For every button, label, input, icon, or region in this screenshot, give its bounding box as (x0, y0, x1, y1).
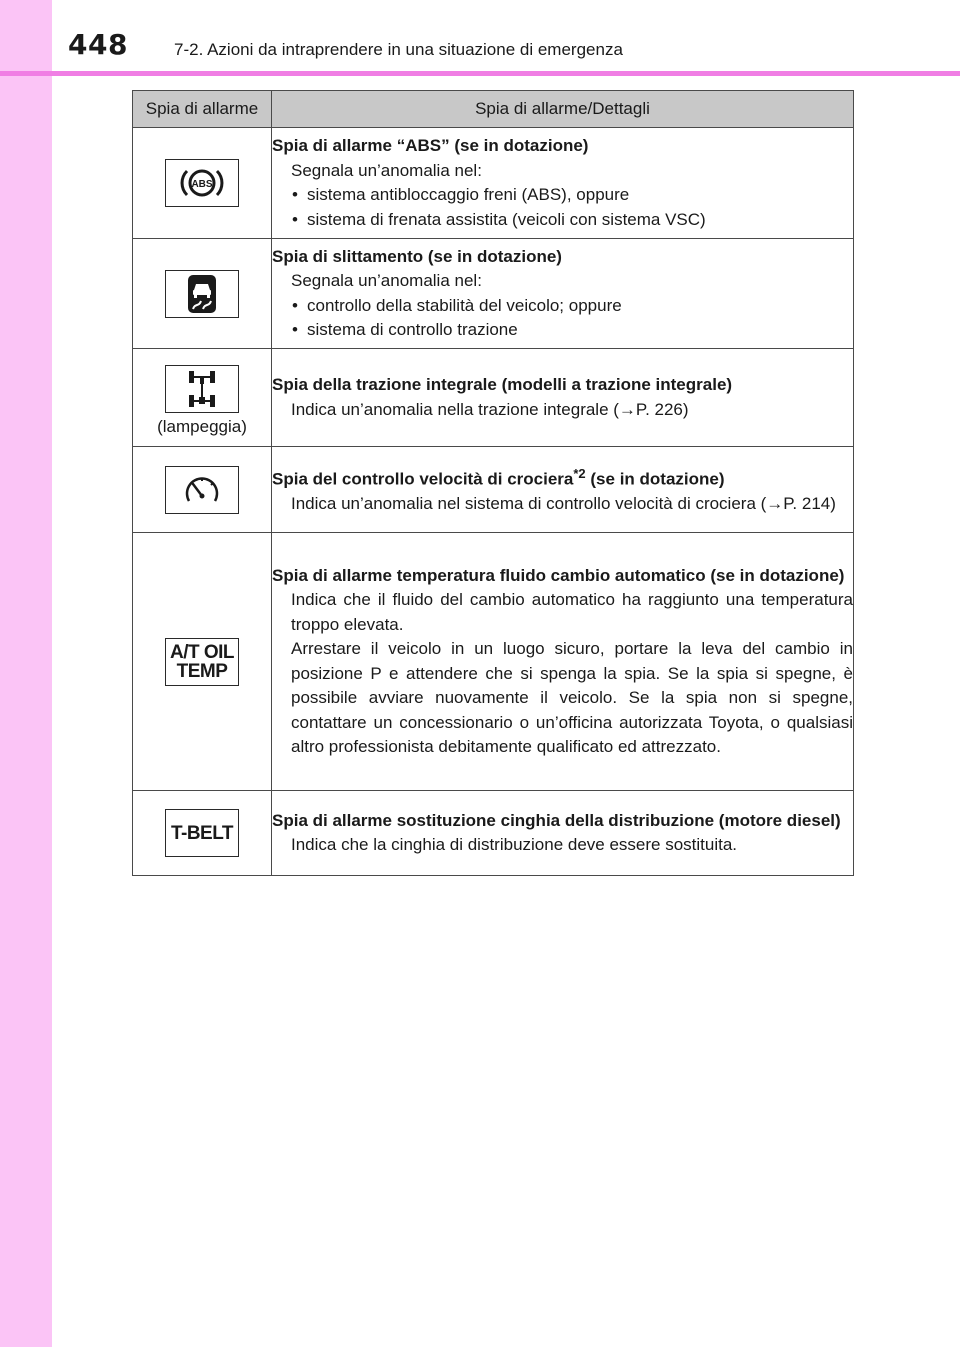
four-wheel-drive-icon (165, 365, 239, 413)
col-header-light: Spia di allarme (133, 91, 272, 128)
table-row (133, 533, 854, 791)
svg-text:ABS: ABS (191, 179, 213, 190)
at-oil-temp-icon (165, 638, 239, 686)
cruise-control-icon-graphic (177, 470, 227, 510)
slip-indicator-icon (165, 270, 239, 318)
t-belt-icon (165, 809, 239, 857)
icon-text-line: T-BELT (170, 822, 234, 844)
col-header-details: Spia di allarme/Dettagli (272, 91, 854, 128)
table-row (133, 447, 854, 533)
row-text: Indica che il fluido del cambio automatico ha raggiunto una temperatura troppo elevata. (291, 590, 853, 634)
warning-lights-table (132, 90, 854, 876)
cruise-control-icon (165, 466, 239, 514)
bullet-item: • controllo della stabilità del veicolo; oppure (272, 294, 853, 319)
slip-indicator-icon-graphic (182, 273, 222, 315)
icon-cell (133, 128, 272, 239)
four-wheel-drive-icon-graphic (185, 367, 219, 411)
bullet-item: • sistema di controllo trazione (272, 318, 853, 343)
table-header-row (133, 91, 854, 128)
row-title: Spia di slittamento (se in dotazione) (272, 246, 562, 266)
table-row (133, 791, 854, 876)
description-cell (272, 447, 854, 533)
bullet-item: • sistema di frenata assistita (veicoli con sistema VSC) (272, 208, 853, 233)
icon-cell (133, 447, 272, 533)
row-title: Spia di allarme temperatura fluido cambio automatico (se in dotazione) (272, 565, 845, 585)
page-number: 448 (68, 28, 128, 61)
table-row (133, 128, 854, 239)
icon-cell (133, 239, 272, 349)
row-title: Spia di allarme sostituzione cinghia della distribuzione (motore diesel) (272, 810, 841, 830)
side-band (0, 0, 52, 1347)
abs-warning-icon (165, 159, 239, 207)
chapter-title: 7-2. Azioni da intraprendere in una situazione di emergenza (174, 40, 623, 59)
abs-warning-icon-graphic (175, 163, 229, 203)
description-cell (272, 349, 854, 447)
icon-cell (133, 791, 272, 876)
row-text: Indica che la cinghia di distribuzione deve essere sostituita. (291, 835, 738, 854)
table-row (133, 239, 854, 349)
bullet-item: • sistema antibloccaggio freni (ABS), oppure (272, 183, 853, 208)
icon-cell (133, 349, 272, 447)
row-title-suffix: (se in dotazione) (585, 469, 725, 489)
icon-caption: (lampeggia) (157, 416, 247, 436)
row-text: Indica un’anomalia nella trazione integrale (→P. 226) (291, 399, 689, 419)
row-text: Segnala un’anomalia nel: (291, 160, 482, 180)
row-title (272, 462, 853, 492)
description-cell (272, 128, 854, 239)
row-text: Indica un’anomalia nel sistema di controllo velocità di crociera (→P. 214) (291, 494, 836, 514)
icon-text-line: TEMP (176, 660, 228, 682)
description-cell (272, 791, 854, 876)
row-text: Segnala un’anomalia nel: (291, 271, 482, 290)
row-text-instructions: Arrestare il veicolo in un luogo sicuro, portare la leva del cambio in posizione P e attendere che si spenga la spia. Se la spia si spegne, è possibile avviare nuovamente il veicolo. Se la spia non si spegne, contattare un concessionario o un’officina autorizzata Toyota, o qualsiasi altro professionista debitamente qualificato ed attrezzato. (291, 639, 853, 756)
table-row (133, 349, 854, 447)
row-title: Spia della trazione integrale (modelli a trazione integrale) (272, 375, 733, 394)
icon-cell (133, 533, 272, 791)
footnote-marker: *2 (573, 466, 586, 482)
row-title: Spia di allarme “ABS” (se in dotazione) (272, 136, 589, 155)
description-cell (272, 239, 854, 349)
icon-text-line: A/T OIL (169, 641, 235, 663)
row-title-main: Spia del controllo velocità di crociera (272, 469, 574, 489)
description-cell (272, 533, 854, 791)
header-rule (0, 71, 960, 76)
